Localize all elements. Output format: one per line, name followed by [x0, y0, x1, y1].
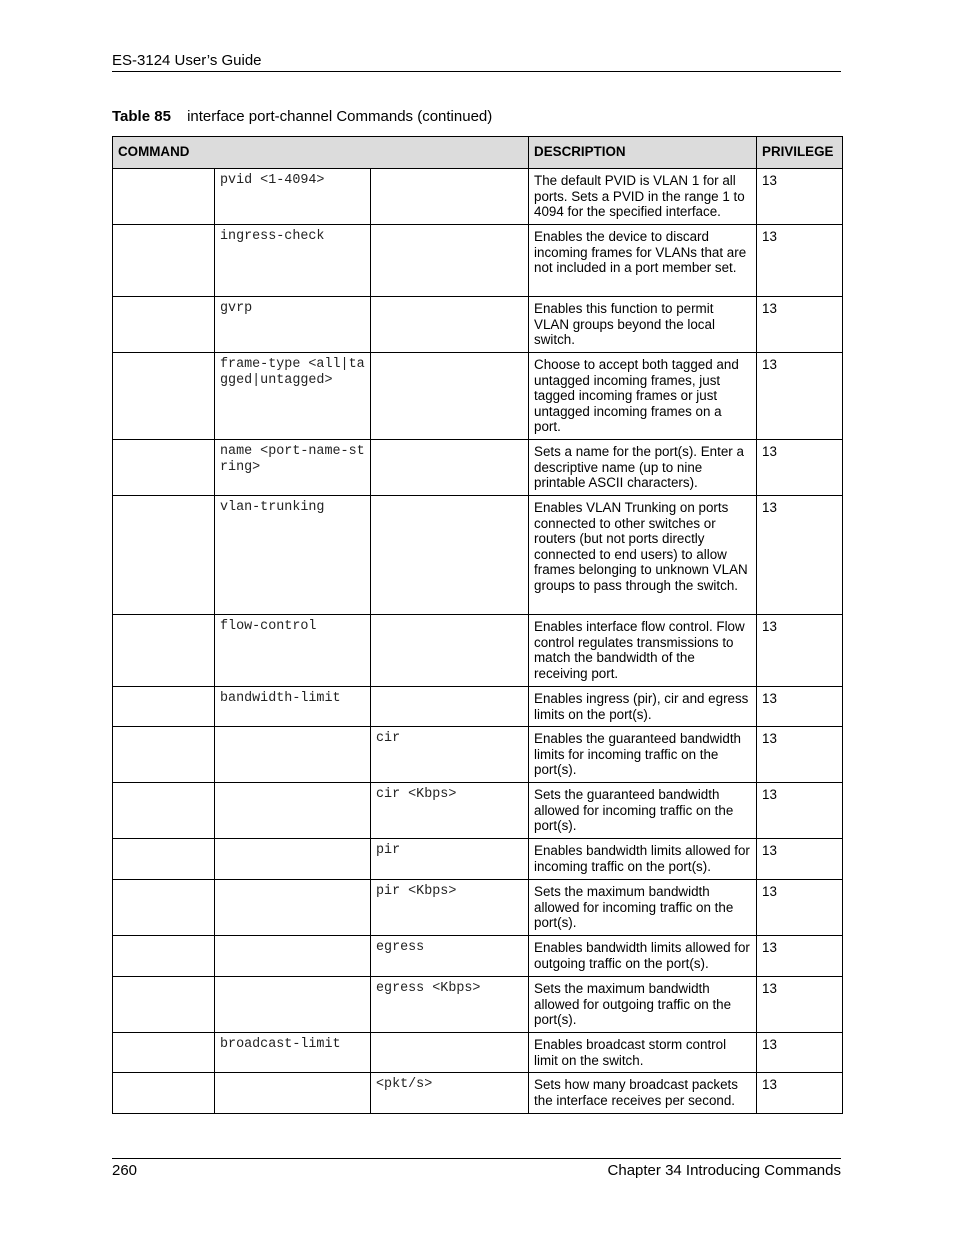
- footer-divider: [112, 1158, 841, 1159]
- cell-privilege: 13: [757, 727, 843, 783]
- header-description: DESCRIPTION: [529, 137, 757, 169]
- cell-subcommand: cir <Kbps>: [371, 783, 529, 839]
- cell-indent: [113, 615, 215, 687]
- cell-subcommand: [371, 169, 529, 225]
- cell-subcommand: [371, 496, 529, 615]
- cell-indent: [113, 783, 215, 839]
- cell-subcommand: [371, 687, 529, 727]
- cell-command: ingress-check: [215, 225, 371, 297]
- cell-privilege: 13: [757, 225, 843, 297]
- chapter-title: Chapter 34 Introducing Commands: [607, 1162, 841, 1179]
- cell-description: Enables the guaranteed bandwidth limits for incoming traffic on the port(s).: [529, 727, 757, 783]
- header-privilege: PRIVILEGE: [757, 137, 843, 169]
- table-row: [113, 440, 843, 496]
- cell-description: Choose to accept both tagged and untagged incoming frames, just tagged incoming frames or just untagged incoming frames on a port.: [529, 353, 757, 440]
- table-header-row: [113, 137, 843, 169]
- header-command: COMMAND: [113, 137, 529, 169]
- table-row: [113, 936, 843, 977]
- cell-description: Sets how many broadcast packets the interface receives per second.: [529, 1073, 757, 1114]
- cell-subcommand: egress: [371, 936, 529, 977]
- cell-subcommand: pir: [371, 839, 529, 880]
- table-row: [113, 496, 843, 615]
- cell-command: bandwidth-limit: [215, 687, 371, 727]
- cell-indent: [113, 1033, 215, 1073]
- cell-command: [215, 1073, 371, 1114]
- cell-indent: [113, 880, 215, 936]
- cell-command: broadcast-limit: [215, 1033, 371, 1073]
- cell-description: Enables VLAN Trunking on ports connected to other switches or routers (but not ports directly connected to end users) to allow frames belonging to unknown VLAN groups to pass through the switch.: [529, 496, 757, 615]
- table-row: [113, 727, 843, 783]
- cell-privilege: 13: [757, 783, 843, 839]
- table-row: [113, 687, 843, 727]
- cell-privilege: 13: [757, 839, 843, 880]
- table-row: [113, 783, 843, 839]
- cell-privilege: 13: [757, 169, 843, 225]
- cell-command: [215, 936, 371, 977]
- cell-privilege: 13: [757, 880, 843, 936]
- cell-command: vlan-trunking: [215, 496, 371, 615]
- cell-description: Sets a name for the port(s). Enter a descriptive name (up to nine printable ASCII characters).: [529, 440, 757, 496]
- table-row: [113, 225, 843, 297]
- cell-description: Enables ingress (pir), cir and egress limits on the port(s).: [529, 687, 757, 727]
- cell-command: [215, 839, 371, 880]
- cell-subcommand: [371, 297, 529, 353]
- cell-command: [215, 783, 371, 839]
- commands-table: [112, 136, 843, 1114]
- cell-privilege: 13: [757, 1033, 843, 1073]
- table-caption-text: interface port-channel Commands (continued): [187, 108, 493, 125]
- cell-indent: [113, 169, 215, 225]
- cell-indent: [113, 936, 215, 977]
- cell-privilege: 13: [757, 687, 843, 727]
- cell-privilege: 13: [757, 297, 843, 353]
- cell-command: [215, 880, 371, 936]
- table-caption: [112, 108, 492, 125]
- cell-indent: [113, 839, 215, 880]
- cell-indent: [113, 1073, 215, 1114]
- table-row: [113, 1073, 843, 1114]
- cell-subcommand: [371, 615, 529, 687]
- cell-indent: [113, 687, 215, 727]
- table-row: [113, 297, 843, 353]
- table-row: [113, 839, 843, 880]
- cell-indent: [113, 297, 215, 353]
- cell-command: name <port-name-string>: [215, 440, 371, 496]
- cell-subcommand: [371, 353, 529, 440]
- cell-privilege: 13: [757, 936, 843, 977]
- cell-indent: [113, 977, 215, 1033]
- cell-privilege: 13: [757, 496, 843, 615]
- cell-subcommand: <pkt/s>: [371, 1073, 529, 1114]
- cell-indent: [113, 225, 215, 297]
- page-number: 260: [112, 1162, 138, 1179]
- cell-command: flow-control: [215, 615, 371, 687]
- cell-subcommand: [371, 440, 529, 496]
- table-row: [113, 880, 843, 936]
- table-row: [113, 615, 843, 687]
- table-caption-number: Table 85: [112, 108, 171, 125]
- cell-description: Enables this function to permit VLAN groups beyond the local switch.: [529, 297, 757, 353]
- cell-indent: [113, 496, 215, 615]
- cell-command: gvrp: [215, 297, 371, 353]
- table-row: [113, 1033, 843, 1073]
- cell-privilege: 13: [757, 1073, 843, 1114]
- cell-subcommand: [371, 225, 529, 297]
- header-divider: [112, 71, 841, 72]
- cell-description: Enables bandwidth limits allowed for incoming traffic on the port(s).: [529, 839, 757, 880]
- cell-indent: [113, 353, 215, 440]
- cell-command: frame-type <all|tagged|untagged>: [215, 353, 371, 440]
- cell-subcommand: cir: [371, 727, 529, 783]
- cell-indent: [113, 727, 215, 783]
- cell-command: [215, 977, 371, 1033]
- cell-subcommand: pir <Kbps>: [371, 880, 529, 936]
- cell-privilege: 13: [757, 440, 843, 496]
- table-row: [113, 169, 843, 225]
- cell-description: Enables broadcast storm control limit on the switch.: [529, 1033, 757, 1073]
- cell-privilege: 13: [757, 977, 843, 1033]
- table-row: [113, 353, 843, 440]
- cell-command: [215, 727, 371, 783]
- cell-subcommand: egress <Kbps>: [371, 977, 529, 1033]
- cell-indent: [113, 440, 215, 496]
- cell-description: Sets the guaranteed bandwidth allowed for incoming traffic on the port(s).: [529, 783, 757, 839]
- cell-description: Enables interface flow control. Flow control regulates transmissions to match the bandwidth of the receiving port.: [529, 615, 757, 687]
- cell-privilege: 13: [757, 353, 843, 440]
- cell-privilege: 13: [757, 615, 843, 687]
- cell-subcommand: [371, 1033, 529, 1073]
- page-header-title: ES-3124 User’s Guide: [112, 52, 262, 69]
- cell-description: Sets the maximum bandwidth allowed for outgoing traffic on the port(s).: [529, 977, 757, 1033]
- cell-description: Enables bandwidth limits allowed for outgoing traffic on the port(s).: [529, 936, 757, 977]
- table-row: [113, 977, 843, 1033]
- cell-description: The default PVID is VLAN 1 for all ports. Sets a PVID in the range 1 to 4094 for the specified interface.: [529, 169, 757, 225]
- cell-description: Sets the maximum bandwidth allowed for incoming traffic on the port(s).: [529, 880, 757, 936]
- cell-command: pvid <1-4094>: [215, 169, 371, 225]
- cell-description: Enables the device to discard incoming frames for VLANs that are not included in a port member set.: [529, 225, 757, 297]
